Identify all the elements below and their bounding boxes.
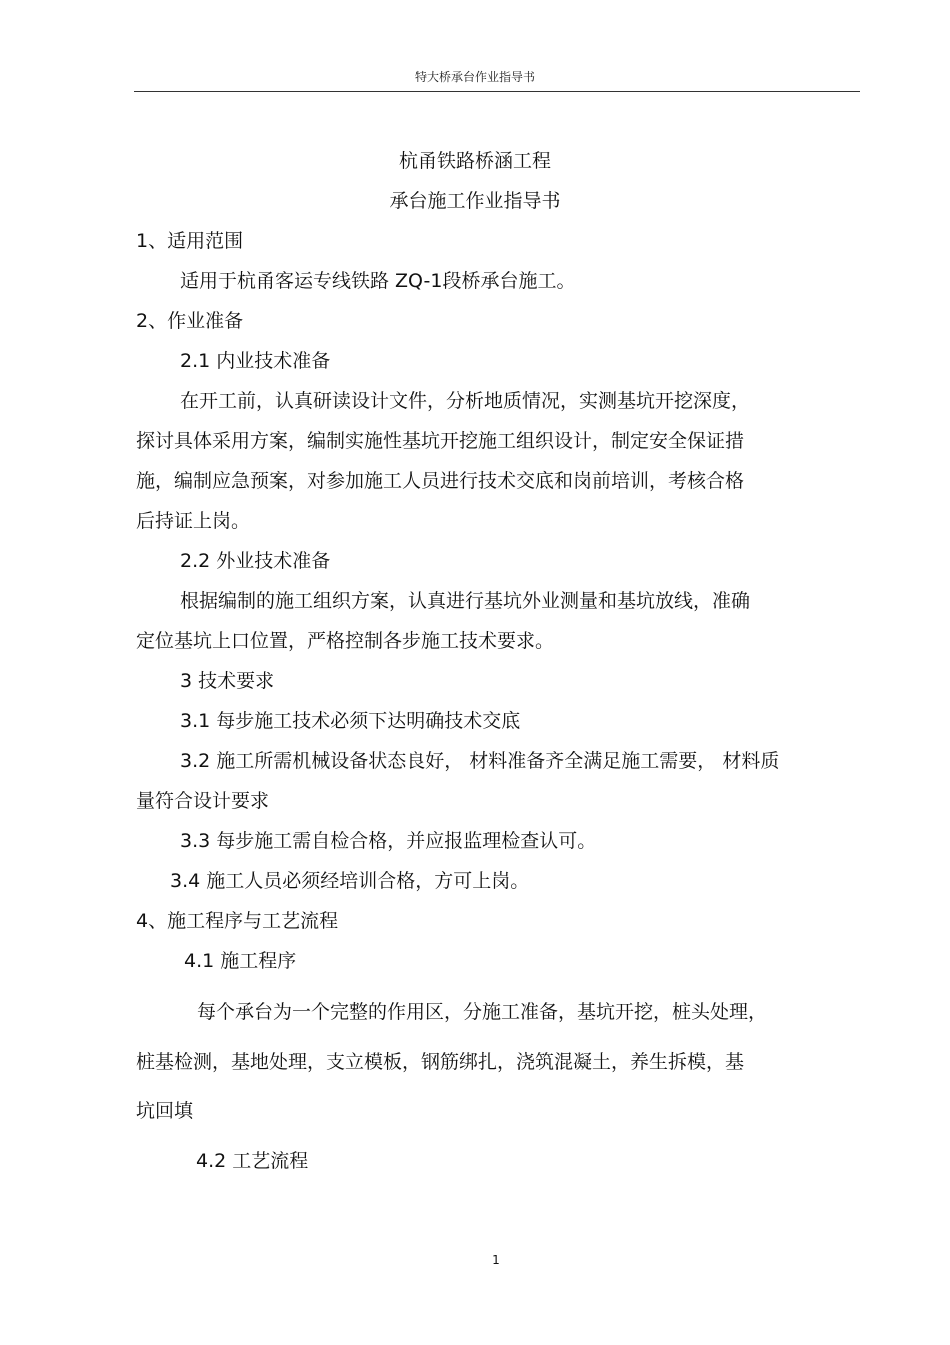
- section-1-heading: 1、适用范围: [136, 230, 244, 252]
- section-4-1-paragraph-line: 每个承台为一个完整的作用区，分施工准备，基坑开挖，桩头处理，: [197, 1001, 768, 1023]
- section-3-heading: 3 技术要求: [180, 670, 275, 692]
- section-4-1-heading: 4.1 施工程序: [184, 950, 297, 972]
- section-4-1-paragraph-line: 桩基检测，基地处理，支立模板，钢筋绑扎，浇筑混凝土，养生拆模，基: [136, 1051, 745, 1073]
- section-2-1-heading: 2.1 内业技术准备: [180, 350, 331, 372]
- section-3-2-item-continued: 量符合设计要求: [136, 790, 270, 812]
- section-2-1-paragraph-line: 探讨具体采用方案，编制实施性基坑开挖施工组织设计，制定安全保证措: [136, 430, 745, 452]
- section-2-2-heading: 2.2 外业技术准备: [180, 550, 331, 572]
- running-header: 特大桥承台作业指导书: [414, 70, 535, 84]
- section-3-4-item: 3.4 施工人员必须经培训合格，方可上岗。: [170, 870, 530, 892]
- document-title: 杭甬铁路桥涵工程: [398, 150, 551, 172]
- section-4-heading: 4、施工程序与工艺流程: [136, 910, 339, 932]
- document-subtitle: 承台施工作业指导书: [389, 190, 561, 212]
- section-3-2-item: 3.2 施工所需机械设备状态良好， 材料准备齐全满足施工需要， 材料质: [180, 750, 780, 772]
- section-2-2-paragraph-line: 定位基坑上口位置，严格控制各步施工技术要求。: [136, 630, 555, 652]
- header-rule: [134, 91, 860, 92]
- section-4-2-heading: 4.2 工艺流程: [196, 1150, 309, 1172]
- section-3-1-item: 3.1 每步施工技术必须下达明确技术交底: [180, 710, 521, 732]
- section-2-1-paragraph-line: 施，编制应急预案，对参加施工人员进行技术交底和岗前培训，考核合格: [136, 470, 745, 492]
- section-2-1-paragraph-line: 在开工前，认真研读设计文件，分析地质情况，实测基坑开挖深度，: [180, 390, 751, 412]
- page-number: 1: [492, 1253, 500, 1267]
- section-4-1-paragraph-line: 坑回填: [136, 1100, 194, 1122]
- section-2-1-paragraph-line: 后持证上岗。: [136, 510, 251, 532]
- section-2-2-paragraph-line: 根据编制的施工组织方案，认真进行基坑外业测量和基坑放线，准确: [180, 590, 751, 612]
- section-3-3-item: 3.3 每步施工需自检合格，并应报监理检查认可。: [180, 830, 597, 852]
- section-1-text: 适用于杭甬客运专线铁路 ZQ-1段桥承台施工。: [180, 270, 576, 292]
- section-2-heading: 2、作业准备: [136, 310, 244, 332]
